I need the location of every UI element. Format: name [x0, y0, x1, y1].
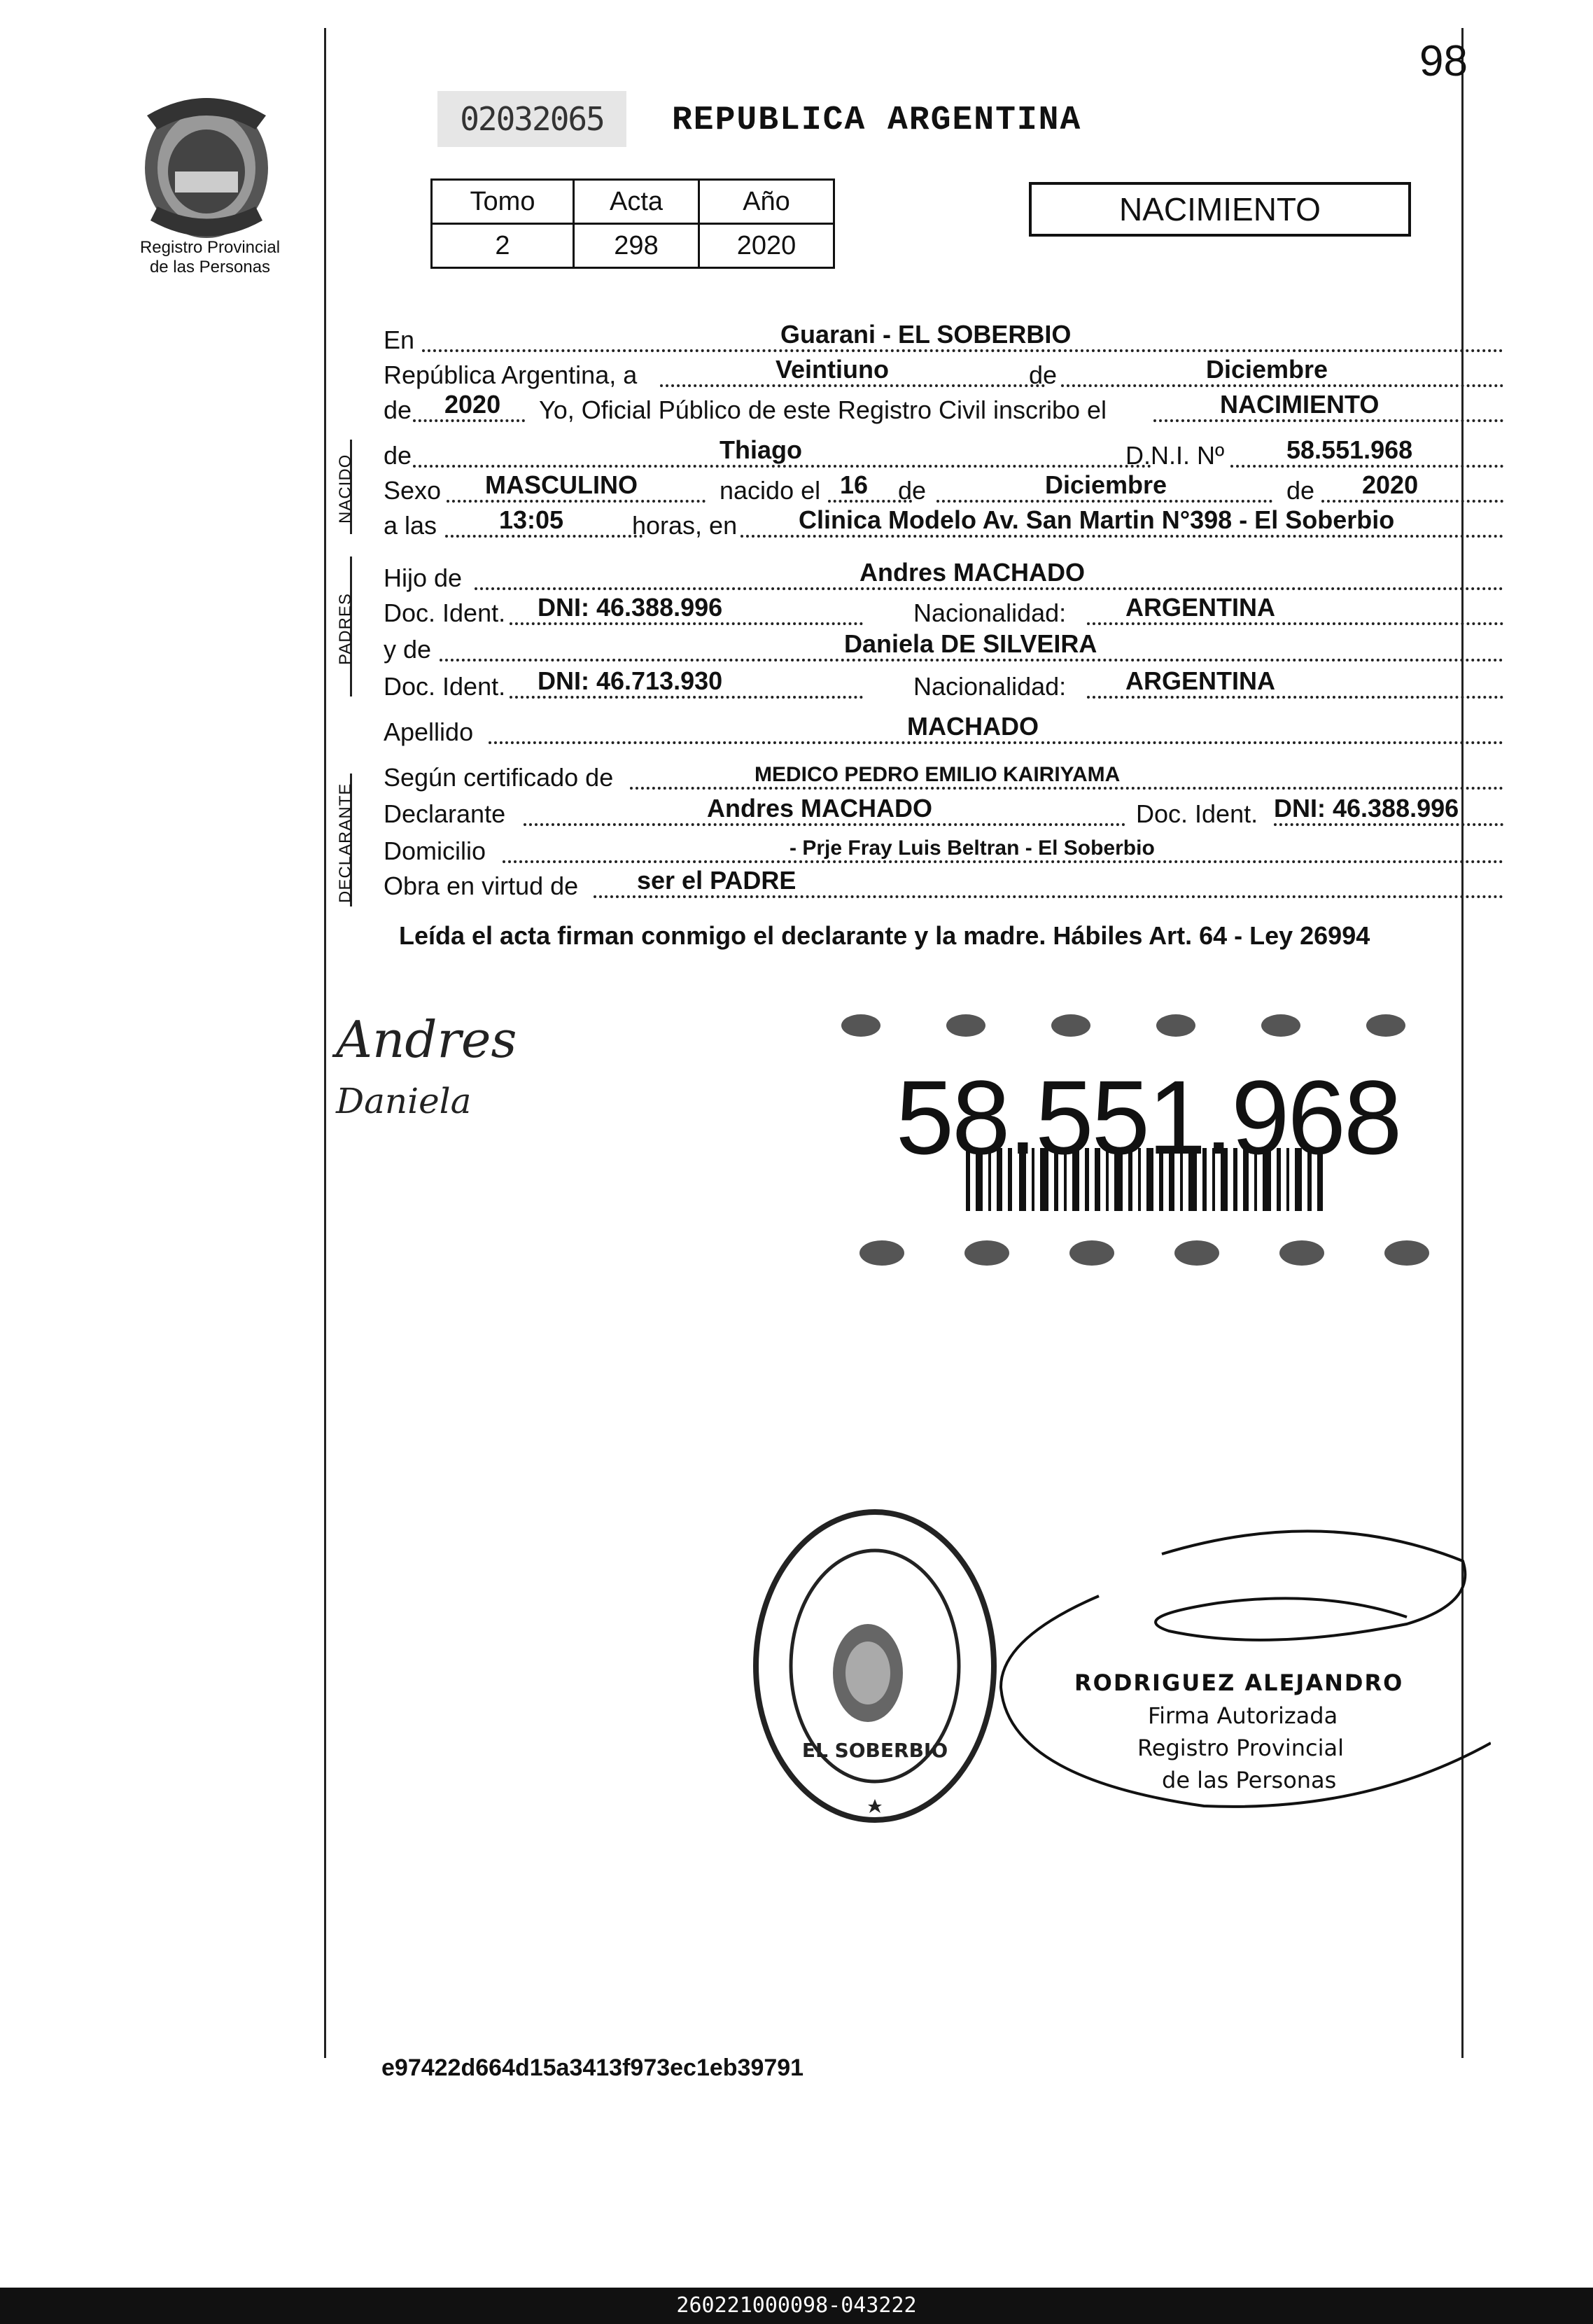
dotted-line [413, 465, 1151, 468]
dotted-line [447, 500, 706, 503]
label-declarante: Declarante [384, 799, 506, 828]
line-madre-doc [384, 665, 1475, 704]
value-madre-doc: DNI: 46.713.930 [538, 666, 723, 695]
mother-signature-text: Daniela [336, 1081, 472, 1121]
section-label-declarante: DECLARANTE [336, 783, 355, 903]
label-apellido: Apellido [384, 718, 474, 746]
line-nombre [384, 434, 1475, 473]
value-padre-nac: ARGENTINA [1125, 593, 1275, 622]
dotted-line [1230, 465, 1503, 468]
value-birth-day: 16 [840, 470, 869, 499]
dotted-line [1087, 696, 1503, 699]
value-apellido: MACHADO [907, 712, 1039, 741]
dotted-line [489, 741, 1503, 744]
label-de: de [1029, 360, 1058, 389]
label-oficial: Yo, Oficial Público de este Registro Civil inscribo el [539, 396, 1107, 424]
value-padre: Andres MACHADO [859, 558, 1086, 587]
dotted-line [1153, 419, 1503, 422]
dni-sticker [840, 1008, 1456, 1270]
hash-code: e97422d664d15a3413f973ec1eb39791 [381, 2054, 804, 2081]
value-obra: ser el PADRE [637, 866, 796, 895]
label-horas: horas, en [632, 511, 738, 540]
value-lugar: Clinica Modelo Av. San Martin N°398 - El Soberbio [799, 505, 1395, 534]
label-en: En [384, 326, 415, 354]
value-padre-doc: DNI: 46.388.996 [538, 593, 723, 622]
dotted-line [1321, 500, 1503, 503]
label-obra: Obra en virtud de [384, 872, 579, 900]
dni-big-number: 58.551.968 [895, 1058, 1401, 1176]
header-acta: Acta [574, 180, 699, 224]
value-inscribe: NACIMIENTO [1220, 390, 1380, 419]
label-declarante-doc: Doc. Ident. [1136, 799, 1258, 828]
left-margin-line [324, 28, 326, 2058]
label-alas: a las [384, 511, 437, 540]
dotted-line [524, 823, 1125, 826]
label-dni: D.N.I. Nº [1125, 441, 1225, 470]
label-nacionalidad: Nacionalidad: [913, 672, 1067, 701]
line-sexo [384, 469, 1475, 508]
official-stamp-seal-icon [749, 1505, 1001, 1827]
value-year: 2020 [444, 390, 501, 419]
dotted-line [936, 500, 1272, 503]
dotted-line [510, 622, 863, 625]
authority-title2: Registro Provincial [1137, 1735, 1344, 1761]
serial-stamp: 02032065 [437, 91, 626, 147]
value-acta: 298 [574, 224, 699, 268]
value-certificado: MEDICO PEDRO EMILIO KAIRIYAMA [755, 763, 1121, 786]
footer-code: 260221000098-043222 [0, 2288, 1593, 2324]
dotted-line [503, 860, 1503, 863]
dotted-line [1061, 384, 1503, 387]
value-madre-nac: ARGENTINA [1125, 666, 1275, 695]
dotted-line [510, 696, 863, 699]
dotted-line [422, 349, 1503, 352]
father-signature [329, 1001, 539, 1141]
line-hora [384, 504, 1475, 543]
dotted-line [440, 659, 1503, 662]
section-label-padres: PADRES [336, 593, 355, 665]
header-anio: Año [699, 180, 834, 224]
label-de4: de [1286, 476, 1315, 505]
line-apellido [384, 710, 1475, 750]
authority-title3: de las Personas [1162, 1767, 1337, 1793]
label-domicilio: Domicilio [384, 836, 486, 865]
dotted-line [741, 535, 1503, 538]
registry-table [430, 178, 835, 269]
authority-title1: Firma Autorizada [1148, 1702, 1338, 1729]
closing-text: Leída el acta firman conmigo el declarante y la madre. Hábiles Art. 64 - Ley 26994 [399, 921, 1370, 950]
value-en: Guarani - EL SOBERBIO [780, 320, 1072, 349]
line-declarante [384, 792, 1475, 832]
dotted-line [475, 587, 1503, 590]
dotted-line [594, 895, 1503, 898]
value-day: Veintiuno [776, 355, 889, 384]
dotted-line [1274, 823, 1503, 826]
dotted-line [630, 787, 1503, 790]
value-declarante: Andres MACHADO [707, 794, 933, 822]
label-republica: República Argentina, a [384, 360, 638, 389]
section-label-nacido: NACIDO [336, 454, 355, 524]
value-sexo: MASCULINO [485, 470, 638, 499]
label-yde: y de [384, 635, 432, 664]
page-number: 98 [1419, 37, 1468, 85]
value-hora: 13:05 [499, 505, 564, 534]
logo-caption-line2: de las Personas [149, 258, 271, 276]
value-madre: Daniela DE SILVEIRA [844, 629, 1097, 658]
value-anio: 2020 [699, 224, 834, 268]
dotted-line [413, 419, 525, 422]
line-madre [384, 628, 1475, 667]
label-de3: de [898, 476, 927, 505]
value-birth-year: 2020 [1362, 470, 1419, 499]
line-certificado [384, 756, 1475, 795]
authority-name: RODRIGUEZ ALEJANDRO [1074, 1670, 1404, 1696]
value-declarante-doc: DNI: 46.388.996 [1274, 794, 1459, 822]
line-padre-doc [384, 592, 1475, 631]
label-nombre: de [384, 441, 412, 470]
line-republica [384, 354, 1475, 393]
value-tomo: 2 [432, 224, 574, 268]
line-en [384, 318, 1475, 358]
line-year [384, 388, 1475, 428]
header-tomo: Tomo [432, 180, 574, 224]
label-nacido: nacido el [720, 476, 821, 505]
value-dni: 58.551.968 [1286, 435, 1413, 464]
country-title: REPUBLICA ARGENTINA [672, 102, 1082, 139]
label-doc: Doc. Ident. [384, 598, 506, 627]
value-month: Diciembre [1206, 355, 1328, 384]
label-sexo: Sexo [384, 476, 442, 505]
value-domicilio: - Prje Fray Luis Beltran - El Soberbio [790, 836, 1155, 860]
logo-caption-line1: Registro Provincial [139, 238, 281, 257]
line-domicilio [384, 830, 1475, 869]
dotted-line [660, 384, 1045, 387]
label-de2: de [384, 396, 412, 424]
misiones-coat-of-arms-icon [133, 88, 280, 248]
stamp-center-text: EL SOBERBIO [801, 1739, 948, 1762]
father-signature-text: Andres [336, 1010, 517, 1069]
label-nacionalidad: Nacionalidad: [913, 598, 1067, 627]
value-nombre: Thiago [720, 435, 802, 464]
line-obra [384, 864, 1475, 904]
act-type-box: NACIMIENTO [1029, 182, 1411, 237]
label-doc: Doc. Ident. [384, 672, 506, 701]
line-hijo [384, 556, 1475, 596]
dotted-line [445, 535, 643, 538]
value-birth-month: Diciembre [1045, 470, 1167, 499]
label-certificado: Según certificado de [384, 763, 614, 792]
logo-caption [105, 238, 315, 277]
dotted-line [1087, 622, 1503, 625]
label-hijo: Hijo de [384, 564, 463, 592]
